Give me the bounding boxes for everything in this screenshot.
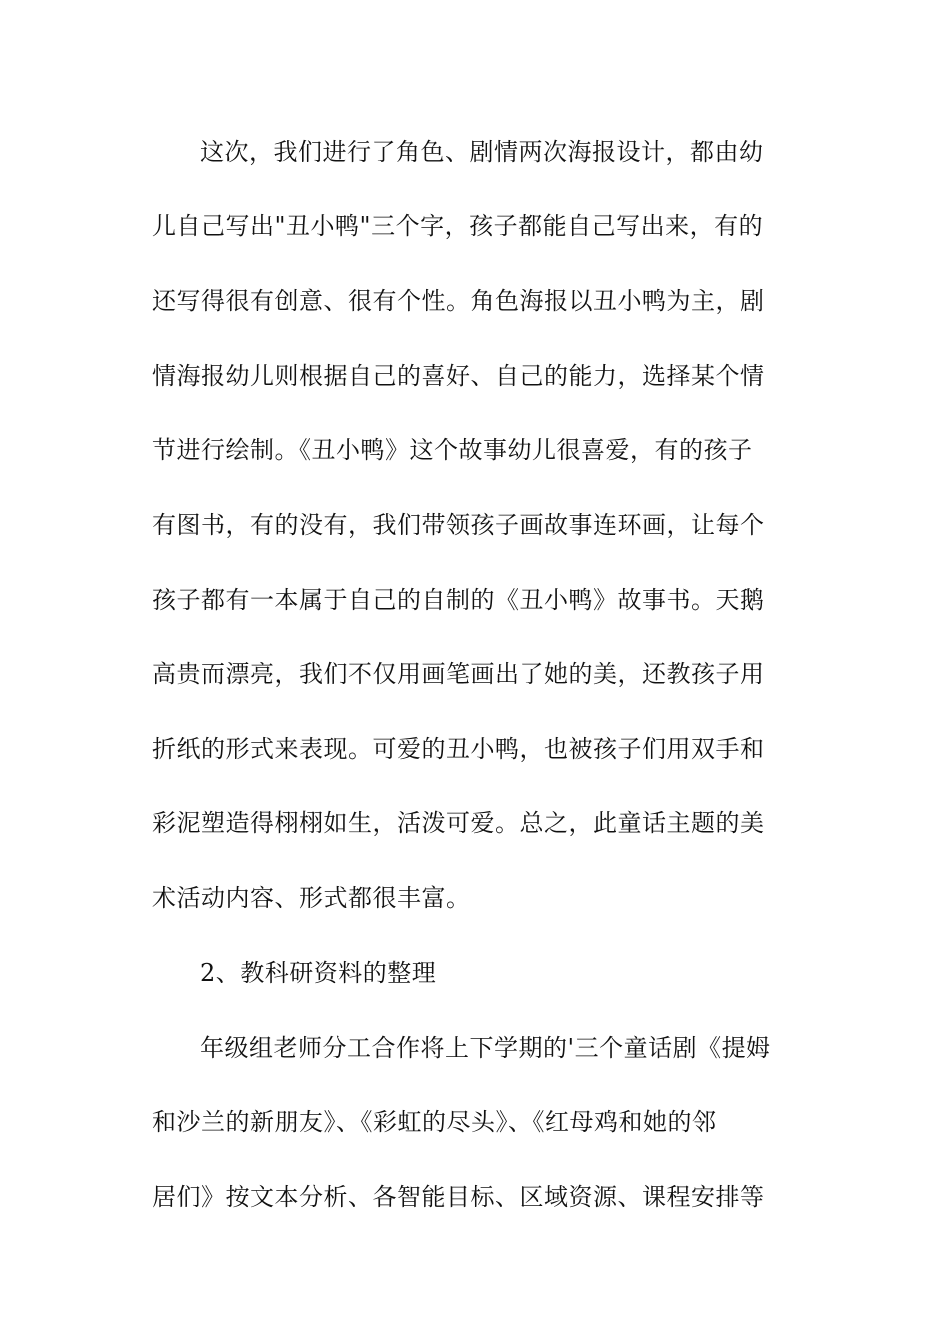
paragraph-line: 节进行绘制。《丑小鸭》这个故事幼儿很喜爱，有的孩子 bbox=[152, 436, 753, 464]
paragraph-line: 年级组老师分工合作将上下学期的'三个童话剧《提姆 bbox=[200, 1034, 771, 1062]
paragraph-line: 和沙兰的新朋友》、《彩虹的尽头》、《红母鸡和她的邻 bbox=[152, 1108, 717, 1136]
paragraph-line: 还写得很有创意、很有个性。角色海报以丑小鸭为主，剧 bbox=[152, 287, 765, 315]
section-heading: 2、教科研资料的整理 bbox=[200, 959, 437, 987]
paragraph-line: 折纸的形式来表现。可爱的丑小鸭，也被孩子们用双手和 bbox=[152, 735, 765, 763]
paragraph-line: 情海报幼儿则根据自己的喜好、自己的能力，选择某个情 bbox=[152, 362, 765, 390]
paragraph-line: 居们》按文本分析、各智能目标、区域资源、课程安排等 bbox=[152, 1183, 765, 1211]
paragraph-line: 孩子都有一本属于自己的自制的《丑小鸭》故事书。天鹅 bbox=[152, 586, 765, 614]
paragraph-line: 这次，我们进行了角色、剧情两次海报设计，都由幼 bbox=[200, 138, 764, 166]
paragraph-line: 高贵而漂亮，我们不仅用画笔画出了她的美，还教孩子用 bbox=[152, 660, 765, 688]
paragraph-line: 儿自己写出"丑小鸭"三个字，孩子都能自己写出来，有的 bbox=[152, 212, 764, 240]
paragraph-line: 有图书，有的没有，我们带领孩子画故事连环画，让每个 bbox=[152, 511, 765, 539]
paragraph-line: 术活动内容、形式都很丰富。 bbox=[152, 884, 471, 912]
paragraph-line: 彩泥塑造得栩栩如生，活泼可爱。总之，此童话主题的美 bbox=[152, 809, 765, 837]
